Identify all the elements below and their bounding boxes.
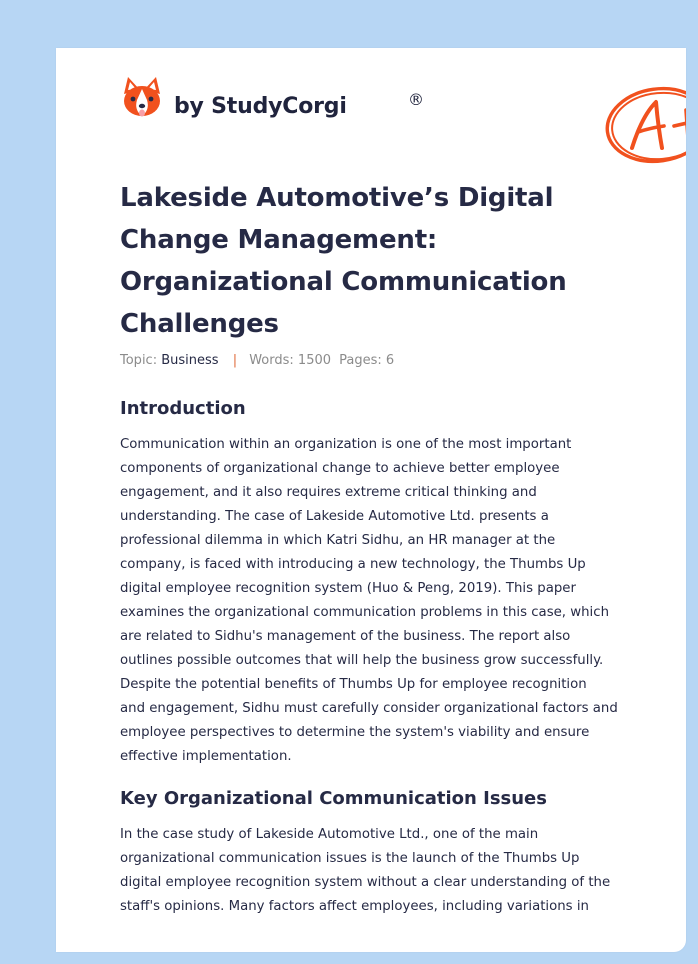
paragraph-line: Despite the potential benefits of Thumbs Up for employee recognition [120, 677, 587, 692]
corgi-logo-icon [122, 76, 162, 120]
paragraph-line: examines the organizational communication problems in this case, which [120, 605, 609, 620]
paragraph-line: understanding. The case of Lakeside Automotive Ltd. presents a [120, 509, 549, 524]
paragraph-line: components of organizational change to achieve better employee [120, 461, 560, 476]
paragraph-line: employee perspectives to determine the system's viability and ensure [120, 725, 590, 740]
page-count: Pages: 6 [339, 353, 395, 368]
paragraph-line: organizational communication issues is the launch of the Thumbs Up [120, 851, 580, 866]
paragraph-line: outlines possible outcomes that will help the business grow successfully. [120, 653, 604, 668]
paragraph-line: In the case study of Lakeside Automotive Ltd., one of the main [120, 827, 539, 842]
word-count: Words: 1500 [249, 353, 332, 368]
title-line: Challenges [120, 309, 279, 339]
topic-link[interactable]: Business [161, 353, 219, 368]
meta-separator: | [232, 353, 238, 368]
title-line: Lakeside Automotive’s Digital [120, 183, 554, 213]
title-line: Organizational Communication [120, 267, 567, 297]
topic-label: Topic: [120, 353, 158, 368]
grade-badge-icon [604, 86, 686, 168]
paragraph-line: professional dilemma in which Katri Sidhu, an HR manager at the [120, 533, 556, 548]
introduction-paragraph [120, 433, 640, 769]
registered-mark: ® [408, 90, 424, 109]
paragraph-line: digital employee recognition system without a clear understanding of the [120, 875, 611, 890]
brand-name[interactable]: by StudyCorgi [174, 94, 347, 119]
section-heading-key-issues: Key Organizational Communication Issues [120, 788, 547, 809]
paragraph-line: are related to Sidhu's management of the business. The report also [120, 629, 571, 644]
section-heading-introduction: Introduction [120, 398, 246, 419]
document-meta [120, 353, 394, 368]
paragraph-line: engagement, and it also requires extreme critical thinking and [120, 485, 537, 500]
document-page [56, 48, 686, 952]
paragraph-line: company, is faced with introducing a new technology, the Thumbs Up [120, 557, 586, 572]
paragraph-line: Communication within an organization is one of the most important [120, 437, 572, 452]
paragraph-line: staff's opinions. Many factors affect employees, including variations in [120, 899, 589, 914]
document-title [120, 177, 640, 345]
paragraph-line: effective implementation. [120, 749, 292, 764]
paragraph-line: digital employee recognition system (Huo & Peng, 2019). This paper [120, 581, 576, 596]
paragraph-line: and engagement, Sidhu must carefully consider organizational factors and [120, 701, 618, 716]
header [122, 76, 622, 136]
key-issues-paragraph [120, 823, 640, 919]
title-line: Change Management: [120, 225, 438, 255]
